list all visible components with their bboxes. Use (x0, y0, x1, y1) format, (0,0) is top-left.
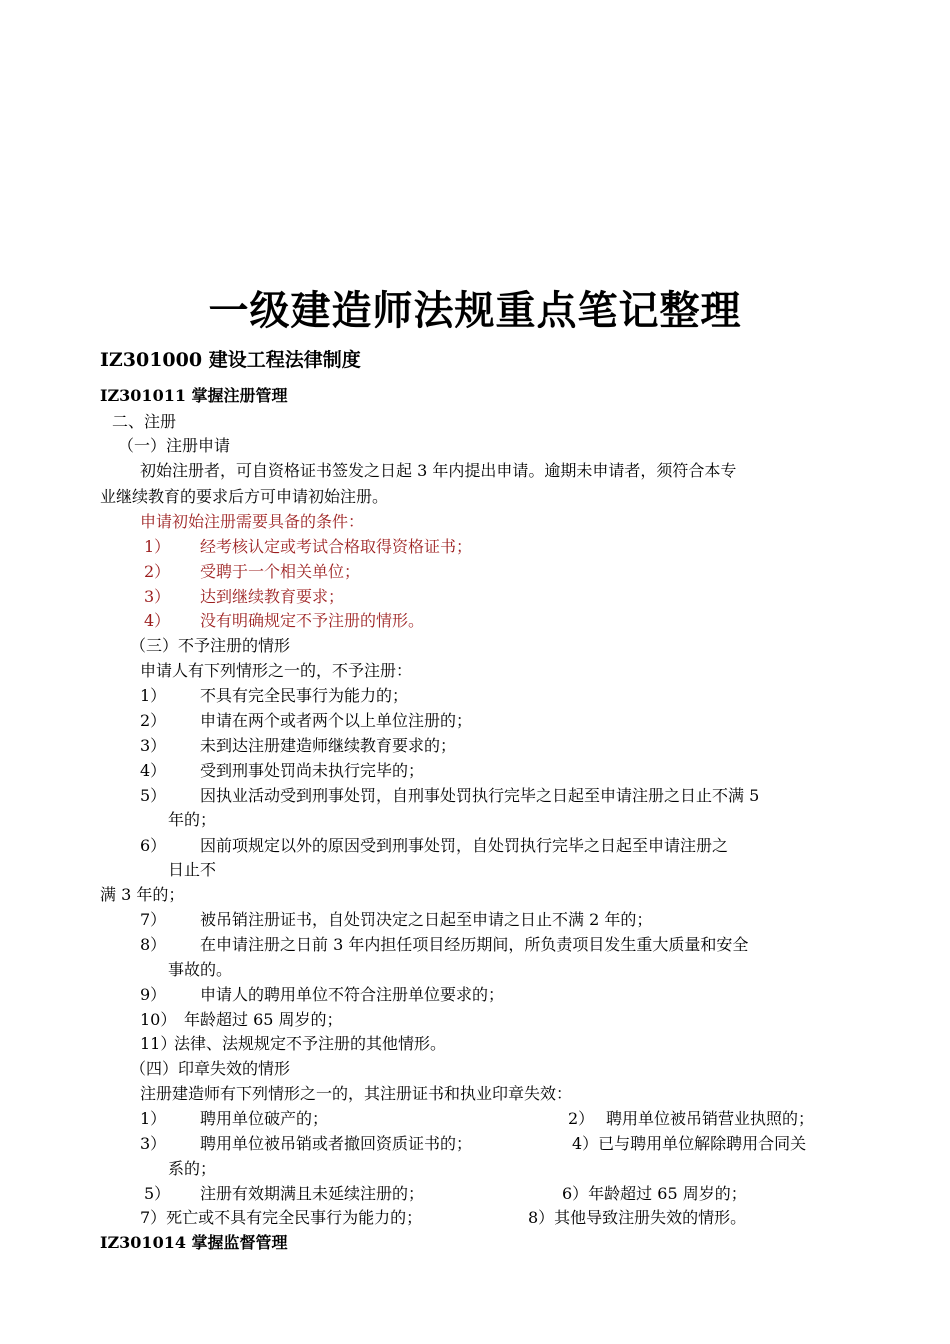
list-item-continued: 事故的。 (168, 960, 233, 979)
list-item: 因前项规定以外的原因受到刑事处罚，自处罚执行完毕之日起至申请注册之 (200, 836, 729, 855)
conditions-heading: 申请初始注册需要具备的条件： (140, 512, 365, 531)
list-item: 达到继续教育要求； (200, 587, 345, 606)
subheading-apply: （一）注册申请 (118, 436, 231, 455)
list-item: 法律、法规规定不予注册的其他情形。 (174, 1034, 447, 1053)
list-item: 6）年龄超过 65 周岁的； (562, 1184, 747, 1203)
list-number: 9） (140, 985, 167, 1004)
section-heading-register: IZ301011 掌握注册管理 (100, 386, 288, 405)
list-number: 3） (140, 736, 167, 755)
list-item: 7）死亡或不具有完全民事行为能力的； (140, 1208, 423, 1227)
list-number: 3） (140, 1134, 167, 1153)
list-item-continued: 系的； (168, 1159, 217, 1178)
list-item: 申请人的聘用单位不符合注册单位要求的； (200, 985, 505, 1004)
invalid-intro: 注册建造师有下列情形之一的，其注册证书和执业印章失效： (140, 1084, 573, 1103)
list-item: 4）已与聘用单位解除聘用合同关 (572, 1134, 807, 1153)
list-item-continued: 日止不 (168, 860, 217, 879)
list-number: 8） (140, 935, 167, 954)
list-number: 2） (140, 711, 167, 730)
paragraph-line: 业继续教育的要求后方可申请初始注册。 (100, 487, 389, 506)
list-number: 1） (144, 537, 171, 556)
list-number: 5） (144, 1184, 171, 1203)
list-number: 4） (140, 761, 167, 780)
list-number: 2） (144, 562, 171, 581)
subheading-refuse: （三）不予注册的情形 (130, 636, 291, 655)
list-item: 不具有完全民事行为能力的； (200, 686, 409, 705)
list-item: 在申请注册之日前 3 年内担任项目经历期间，所负责项目发生重大质量和安全 (200, 935, 749, 954)
list-item-continued: 年的； (168, 810, 217, 829)
refuse-intro: 申请人有下列情形之一的，不予注册： (140, 661, 413, 680)
list-item: 注册有效期满且未延续注册的； (200, 1184, 425, 1203)
list-number: 1） (140, 686, 167, 705)
list-item: 聘用单位破产的； (200, 1109, 329, 1128)
list-item-continued: 满 3 年的； (100, 885, 185, 904)
list-number: 1） (140, 1109, 167, 1128)
list-number: 7） (140, 910, 167, 929)
list-item: 聘用单位被吊销或者撤回资质证书的； (200, 1134, 473, 1153)
list-item: 受到刑事处罚尚未执行完毕的； (200, 761, 425, 780)
list-number: 4） (144, 611, 171, 630)
list-number: 3） (144, 587, 171, 606)
subheading-register: 二、注册 (112, 412, 177, 431)
section-heading-supervision: IZ301014 掌握监督管理 (100, 1233, 288, 1252)
list-number: 10） (140, 1010, 177, 1029)
list-number: 11） (140, 1034, 177, 1053)
paragraph-line: 初始注册者，可自资格证书签发之日起 3 年内提出申请。逾期未申请者，须符合本专 (140, 461, 737, 480)
list-number: 5） (140, 786, 167, 805)
list-item: 申请在两个或者两个以上单位注册的； (200, 711, 473, 730)
list-item: 未到达注册建造师继续教育要求的； (200, 736, 457, 755)
page-title: 一级建造师法规重点笔记整理 (208, 288, 742, 334)
list-item: 没有明确规定不予注册的情形。 (200, 611, 425, 630)
list-item: 经考核认定或考试合格取得资格证书； (200, 537, 473, 556)
list-number: 2） (568, 1109, 595, 1128)
list-item: 被吊销注册证书，自处罚决定之日起至申请之日止不满 2 年的； (200, 910, 653, 929)
chapter-heading: IZ301000 建设工程法律制度 (100, 349, 361, 371)
subheading-invalid: （四）印章失效的情形 (130, 1059, 291, 1078)
list-item: 8）其他导致注册失效的情形。 (528, 1208, 747, 1227)
list-number: 6） (140, 836, 167, 855)
list-item: 因执业活动受到刑事处罚，自刑事处罚执行完毕之日起至申请注册之日止不满 5 (200, 786, 760, 805)
list-item: 年龄超过 65 周岁的； (184, 1010, 343, 1029)
list-item: 受聘于一个相关单位； (200, 562, 361, 581)
list-item: 聘用单位被吊销营业执照的； (606, 1109, 815, 1128)
